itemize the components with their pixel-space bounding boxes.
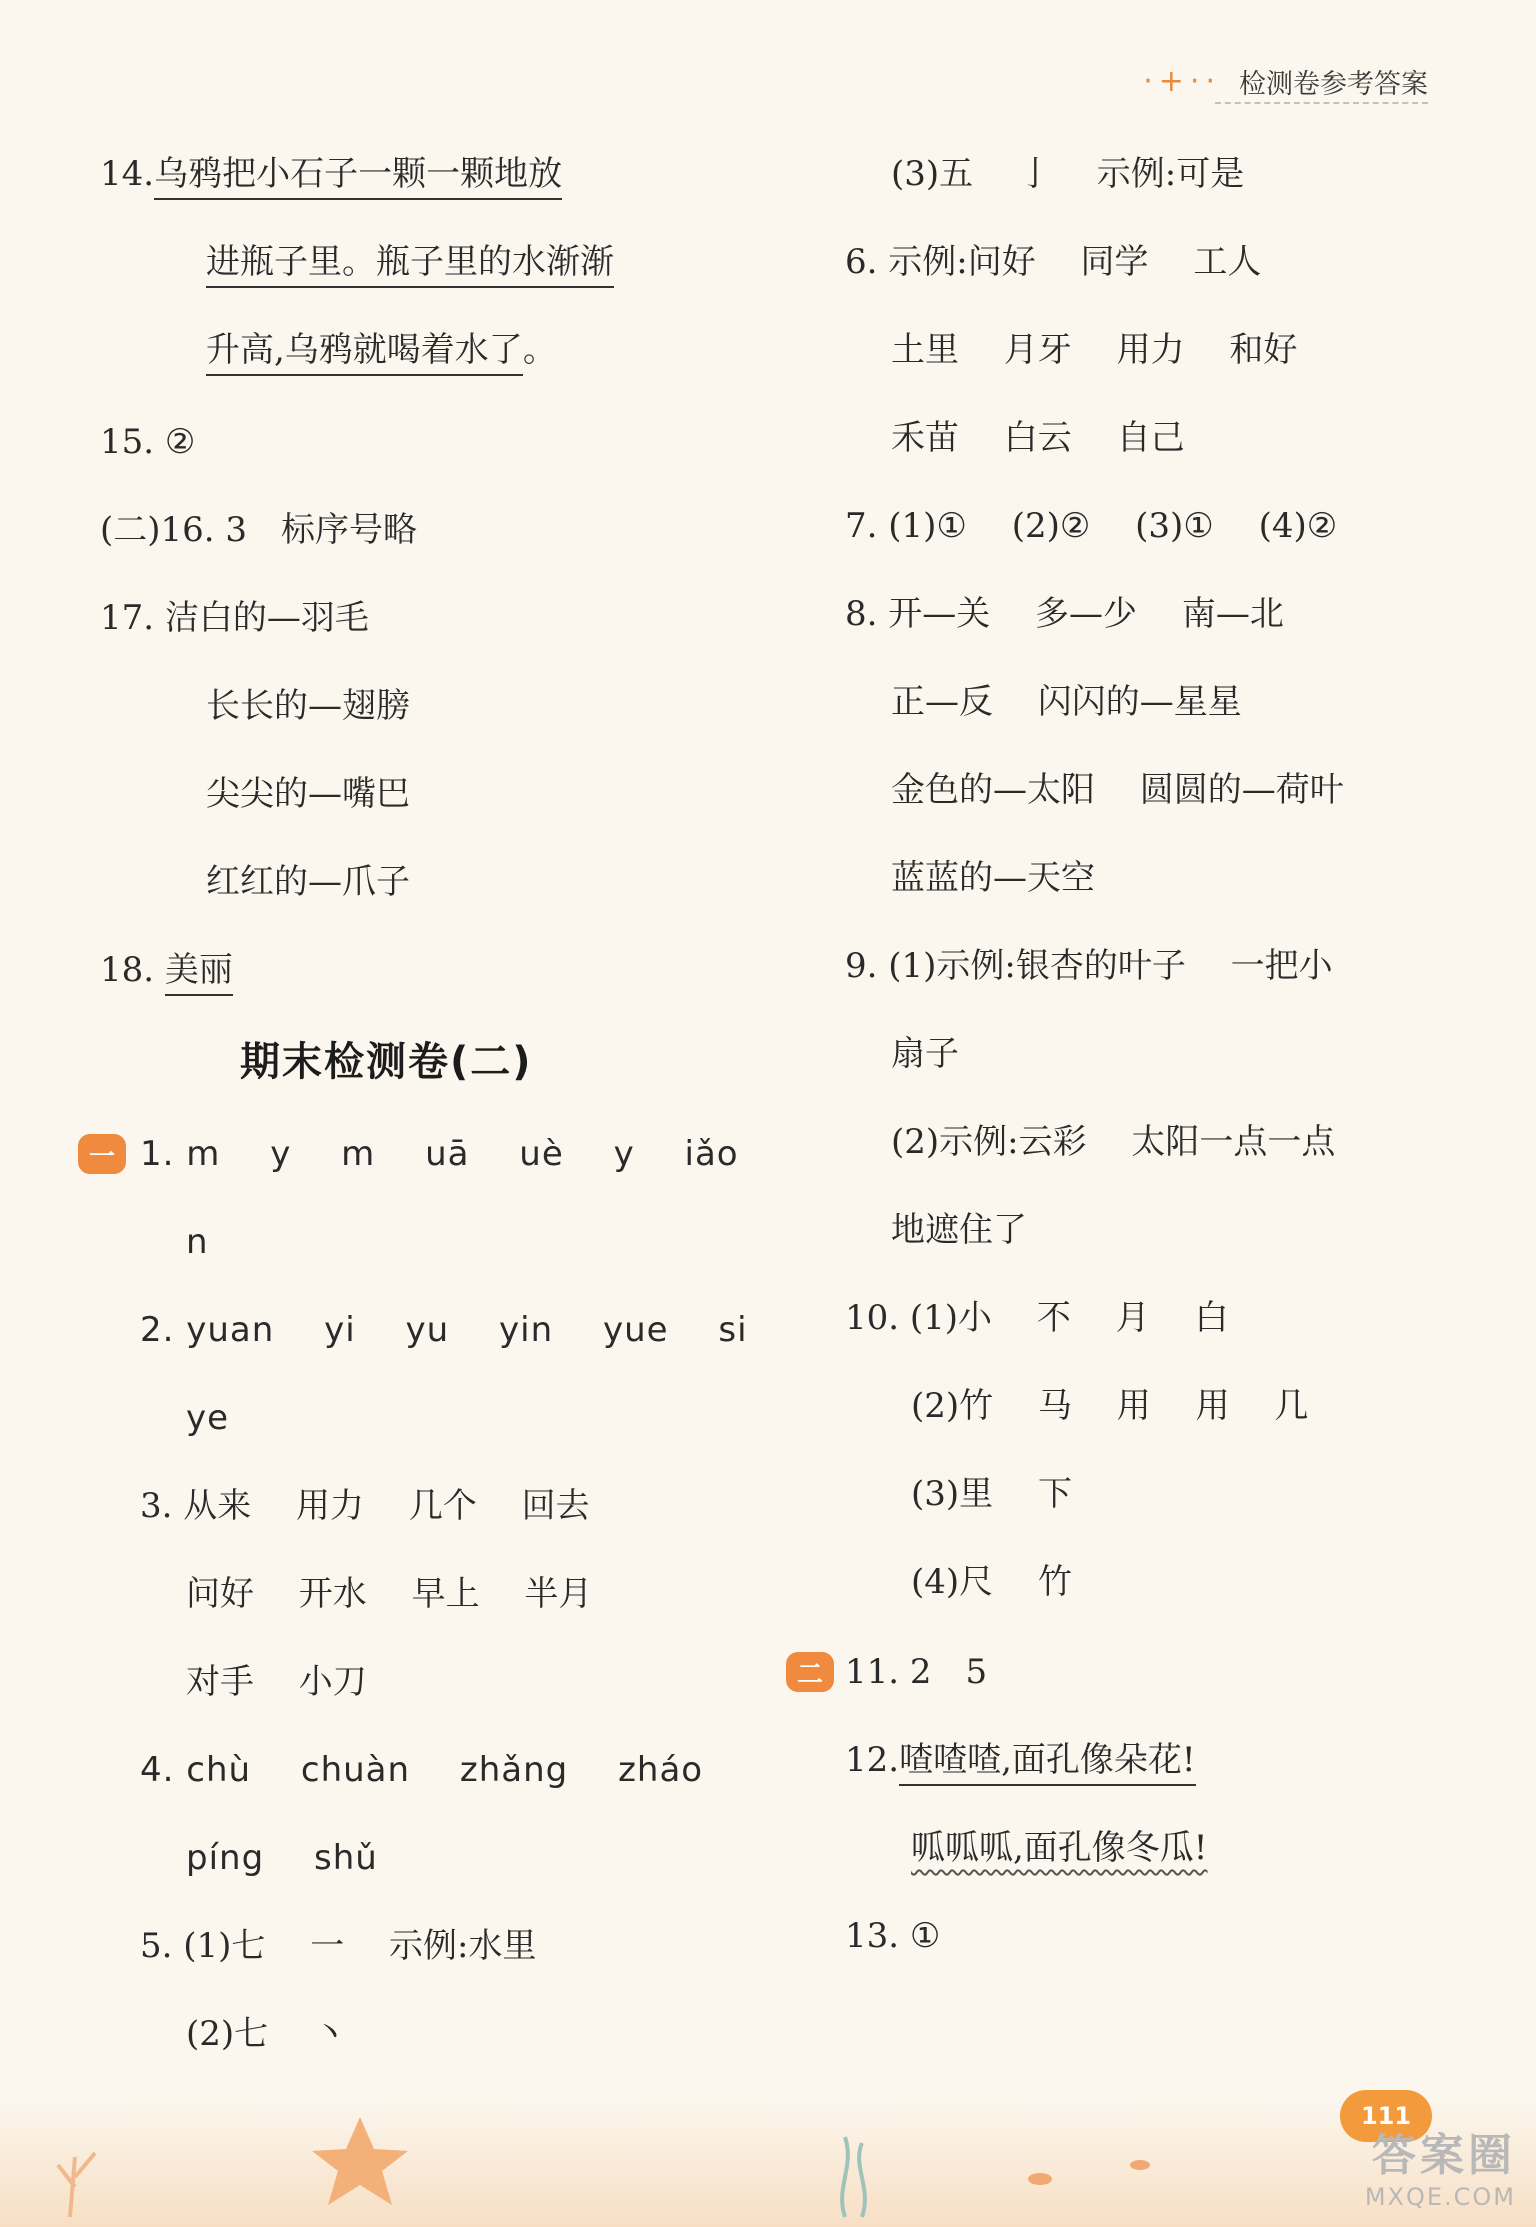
q18-answer-word: 美丽: [165, 950, 233, 996]
p3-line-3: 对手 小刀: [186, 1662, 367, 1702]
page-number: 111: [1340, 2090, 1432, 2142]
r9-line-1: 9. (1)示例:银杏的叶子 一把小: [845, 946, 1333, 986]
q14-line-1: 14.乌鸦把小石子一颗一颗地放: [100, 150, 562, 198]
watermark: [1365, 2119, 1516, 2211]
r8-line-4: 蓝蓝的—天空: [891, 858, 1095, 898]
p2-item: yuan: [186, 1310, 275, 1350]
p2-item: yu: [405, 1310, 450, 1350]
r12-answer-part-2: 呱呱呱,面孔像冬瓜!: [911, 1828, 1208, 1868]
q15-answer: 15. ②: [100, 422, 196, 462]
p4-item: zháo: [618, 1750, 704, 1790]
r12-line-1: 12.喳喳喳,面孔像朵花!: [845, 1736, 1196, 1784]
p1-item: m: [186, 1134, 221, 1174]
q14-answer-part-1: 乌鸦把小石子一颗一颗地放: [154, 154, 562, 200]
p4-item: chuàn: [300, 1750, 411, 1790]
r6-line-2: 土里 月牙 用力 和好: [891, 330, 1298, 370]
p4-line-1: 4. chù chuàn zhǎng zháo: [140, 1750, 704, 1790]
section-tag-2: 二: [786, 1652, 834, 1692]
p1-item: m: [341, 1134, 376, 1174]
section-title: 期末检测卷(二): [240, 1039, 533, 1085]
q17-line-1: 17. 洁白的—羽毛: [100, 598, 369, 638]
p1-item: y: [613, 1134, 635, 1174]
watermark-logo: 答案圈: [1372, 2130, 1516, 2181]
r6-line-1: 6. 示例:问好 同学 工人: [845, 242, 1262, 282]
p2-item: yue: [602, 1310, 669, 1350]
r13-answer: 13. ①: [845, 1916, 941, 1956]
p4-item: zhǎng: [459, 1750, 569, 1790]
r8-line-3: 金色的—太阳 圆圆的—荷叶: [891, 770, 1344, 810]
q18-answer: 18. 美丽: [100, 946, 233, 994]
header-title: 检测卷参考答案: [1239, 68, 1428, 100]
p1-line-1: 1. m y m uā uè y iǎo: [140, 1134, 739, 1174]
r9-line-4: 地遮住了: [891, 1210, 1027, 1250]
r10-line-4: (4)尺 竹: [911, 1562, 1072, 1602]
p4-line-2: [186, 1834, 378, 1882]
p1-item: y: [270, 1134, 292, 1174]
r12-answer-part-1: 喳喳喳,面孔像朵花!: [899, 1740, 1195, 1786]
q17-line-3: 尖尖的—嘴巴: [206, 774, 410, 814]
q14-answer-part-2: 进瓶子里。瓶子里的水渐渐: [206, 242, 614, 288]
p3-line-1: 3. 从来 用力 几个 回去: [140, 1486, 590, 1526]
r10-line-1: 10. (1)小 不 月 白: [845, 1298, 1229, 1338]
section-tag-1: 一: [78, 1134, 126, 1174]
p5-line-2: (2)七 丶: [186, 2014, 347, 2054]
p2-line-1: 2. yuan yi yu yin yue si: [140, 1310, 748, 1350]
p1-item: uā: [425, 1134, 470, 1174]
q14-line-3: 升高,乌鸦就喝着水了。: [206, 326, 557, 374]
r8-line-1: 8. 开—关 多—少 南—北: [845, 594, 1284, 634]
p2-line-2: ye: [186, 1398, 230, 1438]
r10-line-3: (3)里 下: [911, 1474, 1072, 1514]
r9-line-3: (2)示例:云彩 太阳一点一点: [891, 1122, 1336, 1162]
q16-answer: (二)16. 3 标序号略: [100, 510, 418, 550]
r12-line-2: [911, 1824, 1207, 1872]
r5-line-3: (3)五 亅 示例:可是: [891, 154, 1245, 194]
r7-answer: 7. (1)① (2)② (3)① (4)②: [845, 506, 1338, 546]
header-divider: [1215, 102, 1428, 104]
watermark-url: MXQE.COM: [1364, 2183, 1516, 2211]
p2-item: yi: [324, 1310, 356, 1350]
r8-line-2: 正—反 闪闪的—星星: [891, 682, 1242, 722]
r11-answer: 11. 2 5: [845, 1652, 988, 1692]
p2-item: yin: [499, 1310, 554, 1350]
q14-line-2: [206, 238, 614, 286]
p1-line-2: n: [186, 1222, 209, 1262]
q17-line-2: 长长的—翅膀: [206, 686, 410, 726]
page-header: [1143, 56, 1428, 106]
r6-line-3: 禾苗 白云 自己: [891, 418, 1185, 458]
bottom-decoration: [0, 2057, 1536, 2227]
p2-item: si: [718, 1310, 748, 1350]
p4-item: shǔ: [313, 1838, 378, 1878]
p4-item: chù: [186, 1750, 252, 1790]
p1-item: uè: [519, 1134, 564, 1174]
q17-line-4: 红红的—爪子: [206, 862, 410, 902]
p5-line-1: 5. (1)七 一 示例:水里: [140, 1926, 537, 1966]
r10-line-2: (2)竹 马 用 用 几: [911, 1386, 1309, 1426]
p1-item: iǎo: [684, 1134, 739, 1174]
sparkle-icon: ·+··: [1143, 63, 1221, 99]
q14-answer-part-3: 升高,乌鸦就喝着水了: [206, 330, 523, 376]
r9-line-2: 扇子: [891, 1034, 959, 1074]
p4-item: píng: [186, 1838, 265, 1878]
p3-line-2: 问好 开水 早上 半月: [186, 1574, 593, 1614]
